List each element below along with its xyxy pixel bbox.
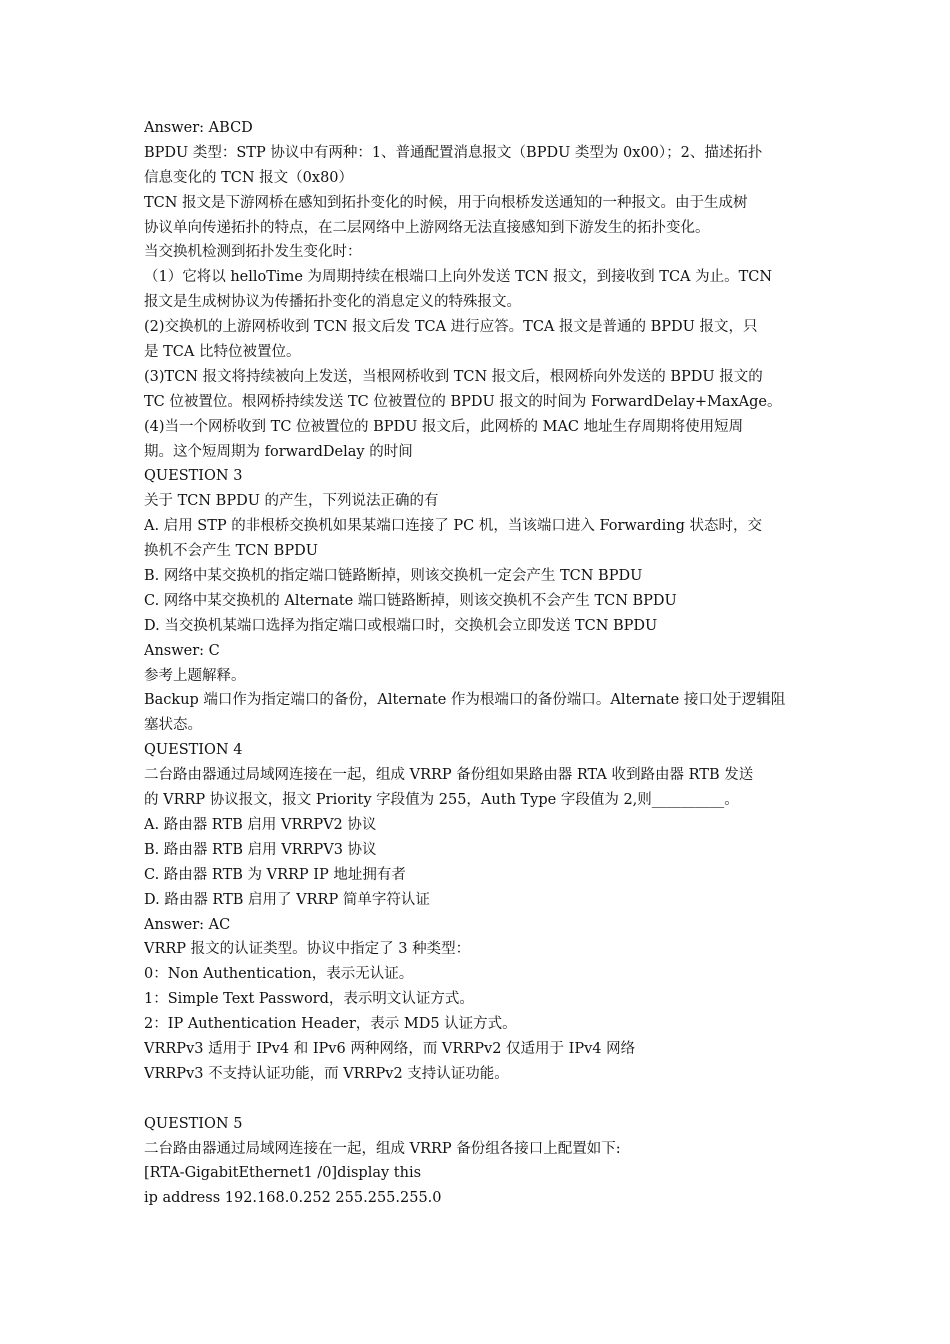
text-line: 是 TCA 比特位被置位。 (144, 344, 301, 361)
code-line: [RTA-GigabitEthernet1 /0]display this (144, 1165, 422, 1182)
option-line: C. 网络中某交换机的 Alternate 端口链路断掉，则该交换机不会产生 TCN BPDU (144, 592, 677, 609)
code-line: ip address 192.168.0.252 255.255.255.0 (144, 1190, 442, 1207)
text-line: (2)交换机的上游网桥收到 TCN 报文后发 TCA 进行应答。TCA 报文是普通的 BPDU 报文，只 (144, 319, 758, 336)
text-line: (3)TCN 报文将持续被向上发送，当根网桥收到 TCN 报文后，根网桥向外发送的 BPDU 报文的 (144, 368, 763, 385)
text-line: TCN 报文是下游网桥在感知到拓扑变化的时候，用于向根桥发送通知的一种报文。由于生成树 (144, 194, 748, 211)
text-line: VRRP 报文的认证类型。协议中指定了 3 种类型： (144, 941, 471, 958)
text-line: 0：Non Authentication，表示无认证。 (144, 966, 414, 983)
answer-line: Answer: AC (144, 916, 231, 933)
text-line: BPDU 类型：STP 协议中有两种：1、普通配置消息报文（BPDU 类型为 0x00）；2、描述拓扑 (144, 144, 763, 161)
text-line: 的 VRRP 协议报文，报文 Priority 字段值为 255，Auth Type 字段值为 2,则__________。 (144, 792, 739, 809)
text-line: 二台路由器通过局域网连接在一起，组成 VRRP 备份组各接口上配置如下: (144, 1140, 621, 1157)
option-line: B. 网络中某交换机的指定端口链路断掉，则该交换机一定会产生 TCN BPDU (144, 568, 643, 585)
text-line: 塞状态。 (144, 717, 202, 734)
text-line: 1：Simple Text Password，表示明文认证方式。 (144, 991, 474, 1008)
option-line: B. 路由器 RTB 启用 VRRPV3 协议 (144, 841, 377, 858)
text-line: 关于 TCN BPDU 的产生，下列说法正确的有 (144, 493, 439, 510)
text-line: 参考上题解释。 (144, 667, 246, 684)
text-line: （1）它将以 helloTime 为周期持续在根端口上向外发送 TCN 报文，到接收到 TCA 为止。TCN (144, 269, 773, 286)
option-line: A. 启用 STP 的非根桥交换机如果某端口连接了 PC 机，当该端口进入 Forwarding 状态时，交 (144, 518, 763, 535)
question-heading: QUESTION 4 (144, 742, 243, 759)
option-line: D. 当交换机某端口选择为指定端口或根端口时，交换机会立即发送 TCN BPDU (144, 617, 658, 634)
text-line: 当交换机检测到拓扑发生变化时： (144, 244, 362, 261)
text-line: 2：IP Authentication Header，表示 MD5 认证方式。 (144, 1016, 517, 1033)
text-line: 报文是生成树协议为传播拓扑变化的消息定义的特殊报文。 (144, 294, 521, 311)
question-heading: QUESTION 5 (144, 1115, 243, 1132)
text-line: Answer: ABCD (144, 120, 253, 136)
text-line: 信息变化的 TCN 报文（0x80） (144, 169, 354, 186)
blank-line (144, 1087, 808, 1112)
question-heading: QUESTION 3 (144, 468, 243, 485)
option-line: 换机不会产生 TCN BPDU (144, 543, 318, 560)
document-body (144, 116, 808, 1211)
text-line: VRRPv3 适用于 IPv4 和 IPv6 两种网络，而 VRRPv2 仅适用于 IPv4 网络 (144, 1040, 636, 1057)
text-line: VRRPv3 不支持认证功能，而 VRRPv2 支持认证功能。 (144, 1065, 509, 1082)
text-line: (4)当一个网桥收到 TC 位被置位的 BPDU 报文后，此网桥的 MAC 地址生存周期将使用短周 (144, 418, 744, 435)
option-line: C. 路由器 RTB 为 VRRP IP 地址拥有者 (144, 866, 406, 883)
option-line: D. 路由器 RTB 启用了 VRRP 简单字符认证 (144, 891, 430, 908)
option-line: A. 路由器 RTB 启用 VRRPV2 协议 (144, 816, 377, 833)
text-line: 协议单向传递拓扑的特点，在二层网络中上游网络无法直接感知到下游发生的拓扑变化。 (144, 219, 710, 236)
text-line: Backup 端口作为指定端口的备份，Alternate 作为根端口的备份端口。Alternate 接口处于逻辑阻 (144, 692, 786, 709)
answer-line: Answer: C (144, 642, 220, 659)
text-line: 期。这个短周期为 forwardDelay 的时间 (144, 443, 413, 460)
text-line: 二台路由器通过局域网连接在一起，组成 VRRP 备份组如果路由器 RTA 收到路由器 RTB 发送 (144, 767, 754, 784)
text-line: TC 位被置位。根网桥持续发送 TC 位被置位的 BPDU 报文的时间为 ForwardDelay+MaxAge。 (144, 393, 782, 410)
